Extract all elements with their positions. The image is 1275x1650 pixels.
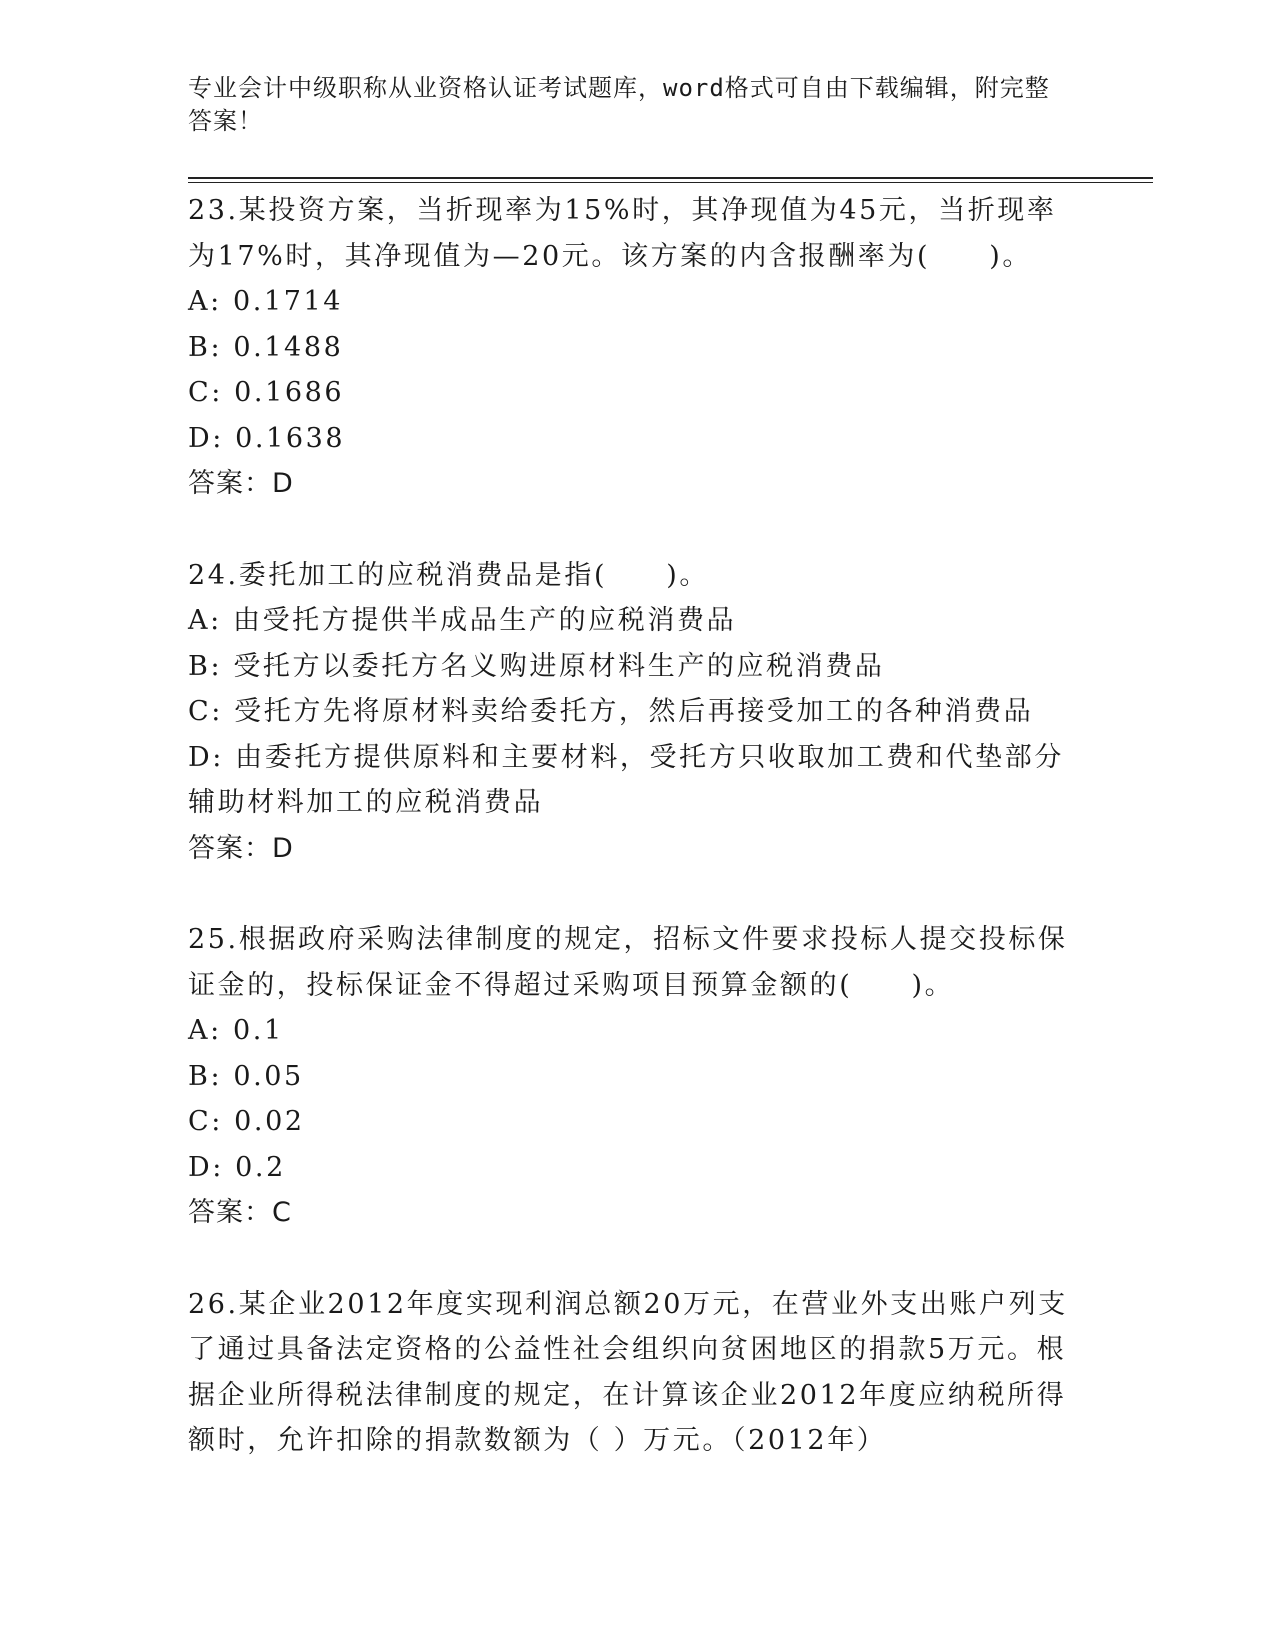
option-d: D: 0.2 [188,1151,286,1183]
question-text: 24.委托加工的应税消费品是指( )。 [188,559,710,591]
option-a: A: 由受托方提供半成品生产的应税消费品 [188,605,737,636]
question-25 [188,917,1068,1236]
question-text: 26.某企业2012年度实现利润总额20万元，在营业外支出账户列支了通过具备法定资格的公益性社会组织向贫困地区的捐款5万元。根据企业所得税法律制度的规定，在计算该企业2012年度应纳税所得额时，允许扣除的捐款数额为（ ）万元。（2012年） [188,1288,1068,1456]
option-b: B: 0.05 [188,1060,304,1092]
option-d: D: 由委托方提供原料和主要材料，受托方只收取加工费和代垫部分辅助材料加工的应税消费品 [188,741,1064,818]
page-header-text: 专业会计中级职称从业资格认证考试题库，word格式可自由下载编辑，附完整答案！ [188,74,1050,135]
question-text: 25.根据政府采购法律制度的规定，招标文件要求投标人提交投标保证金的，投标保证金不得超过采购项目预算金额的( )。 [188,924,1068,1001]
question-24 [188,553,1068,872]
option-c: C: 0.1686 [188,377,345,408]
option-c: C: 0.02 [188,1106,305,1137]
answer-text: 答案：D [188,468,294,499]
question-26 [188,1282,1068,1464]
answer-text: 答案：D [188,832,294,864]
question-text: 23.某投资方案，当折现率为15%时，其净现值为45元，当折现率为17%时，其净现值为—20元。该方案的内含报酬率为( )。 [188,195,1057,272]
question-23 [188,188,1068,507]
option-b: B: 受托方以委托方名义购进原材料生产的应税消费品 [188,650,885,682]
option-d: D: 0.1638 [188,422,346,454]
question-list [188,188,1068,1510]
option-b: B: 0.1488 [188,331,344,363]
option-a: A: 0.1714 [188,286,344,317]
answer-text: 答案：C [188,1197,292,1228]
header-divider [188,177,1153,183]
option-a: A: 0.1 [188,1015,284,1046]
option-c: C: 受托方先将原材料卖给委托方，然后再接受加工的各种消费品 [188,696,1034,727]
